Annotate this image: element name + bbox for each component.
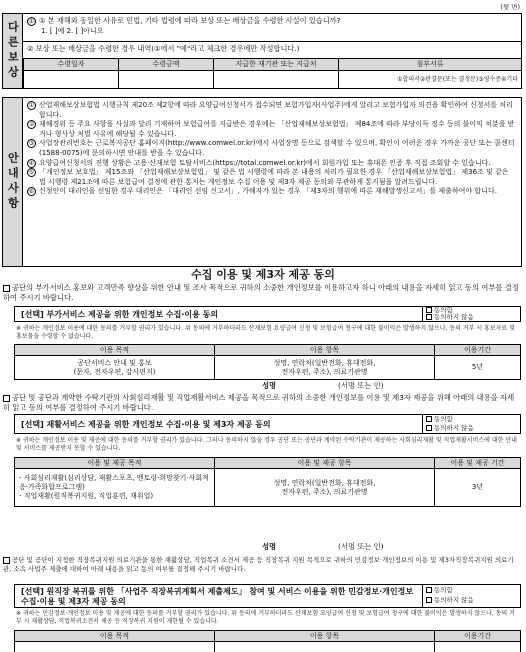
section3-checkbox[interactable]	[3, 557, 10, 564]
guidance-list	[27, 101, 515, 197]
guidance-side-label: 안내사항	[6, 152, 20, 212]
guidance-section	[2, 97, 522, 267]
section3-note: ※ 귀하는 민감정보·개인정보 이용 및 제공에 대한 동의를 거부할 권리가 있습니다. 위 동의에 거부하더라도 산재보험 요양급여 신청 및 보험급여 청구에 대한 불이익은 발생하지 않으나, 동의 거부 시 재활상담, 직업복귀소견서 제공 등 직장복귀 지원이 제한될 수 있습니다.	[16, 610, 515, 625]
section3-intro: 공단 및 공단이 지정한 직장복귀지원 의료기관을 통한 재활상담, 직업복귀 소견서 제공 등 직장복귀 지원 목적으로 귀하의 민감정보·개인정보의 이용 및 제3자직장복귀지원 의료기관, 소속 사업주 제출에 대하여 아래 내용을 읽고 동의 여부를 결정해 주시기 바랍니다.	[3, 556, 514, 573]
section3-intro-row	[3, 556, 521, 574]
section1-sign-note[interactable]: (서명 또는 인)	[338, 381, 384, 390]
guidance-item: ⑥ 신청인이 대리인을 선임한 경우 대리인은 「대리인 선임 신고서」, 가해자가 있는 경우 「제3자의 행위에 따른 재해발생신고서」를 제출하여야 합니다.	[28, 187, 497, 196]
section2-sign-note[interactable]: (서명 또는 인)	[338, 542, 384, 551]
consent-title: 수집 이용 및 제3자 제공 동의	[191, 268, 335, 281]
guidance-side-label-box	[3, 98, 23, 266]
section2-table	[14, 457, 521, 507]
section2-disagree-option[interactable]: 동의하지 않음	[426, 424, 520, 433]
section2-col-period: 이용 및 제공 기간	[435, 458, 521, 469]
compensation-q1-options[interactable]: 1. [ ]예 2. [ ]아니오	[41, 26, 104, 35]
section2-checkbox[interactable]	[3, 395, 10, 402]
compensation-section: 다른보상 ① ① 본 재해와 동일한 사유로 민법, 기타 법령에 따라 보상 또는 배상금을 수령한 사실이 있습니까? 1. [ ]예 2. [ ]아니오 ② 보상 또는 배상금을 수령한 경우 내역(①에서 "예"라고 체크한 경우에만 작성합니다.) 수령일자 수령금액 지급한 재기관 또는 지급처 첨부서류 ①합의서②판결문(또는 결정문)③영수증④기타	[2, 13, 522, 89]
compensation-side-label: 다른보상	[6, 21, 20, 81]
section2-note: ※ 귀하는 개인정보 이용 및 제공에 대한 동의를 거부할 권리가 있습니다. 그러나 동의하지 않을 경우 공단 또는 공단과 계약된 수탁기관이 제공하는 사회심리재활 및 직업재활서비스에 대한 안내 및 서비스를 제공받지 못할 수 있습니다.	[16, 437, 517, 452]
section1-col-purpose: 이용 목적	[15, 345, 215, 356]
section3-disagree-option[interactable]: 동의하지 않음	[426, 595, 520, 605]
col-header-attachments: 첨부서류	[339, 59, 522, 71]
section3-table	[14, 630, 521, 652]
section1-intro: 공단의 부가서비스 홍보와 고객만족 향상을 위한 안내 및 조사 목적으로 귀하의 소중한 개인정보를 이용하고자 하니 아래의 내용을 자세히 읽고 동의 여부를 결정하여 주시기 바랍니다.	[3, 283, 519, 302]
section1-purpose: 공단서비스 안내 및 홍보 (문자, 전자우편, 감사편지)	[15, 356, 215, 380]
section2-sign-label: 성명	[262, 542, 277, 551]
section1-col-period: 이용기간	[435, 345, 521, 356]
col-header-date: 수령일자	[24, 59, 119, 71]
section2-purposes	[15, 469, 215, 507]
section1-agree-option[interactable]: 동의함	[426, 307, 520, 314]
compensation-table	[23, 58, 522, 89]
cell-date[interactable]	[24, 71, 119, 89]
compensation-q2: ② 보상 또는 배상금을 수령한 경우 내역(①에서 "예"라고 체크한 경우에만 작성합니다.)	[27, 44, 300, 53]
section1-table	[14, 344, 521, 380]
cell-amount[interactable]	[119, 71, 214, 89]
section2-header-box	[14, 414, 521, 434]
guidance-item: ② 재해경위 등 주요 사항을 사실과 달리 기재하여 보험급여를 지급받은 경우에는 「산업재해보상보험법」 제84조에 따라 부당이득 징수 등의 불이익 처분을 받거나 형사상 처벌 사유에 해당될 수 있습니다.	[28, 120, 515, 138]
section2-purpose-item: - 사회심리재활(심리상담, 재활스포츠, 멘토링·희망찾기·사회적응·가족화합프로그램)	[19, 474, 209, 492]
cell-payer[interactable]	[214, 71, 339, 89]
guidance-item: ① 산업재해보상보험법 시행규칙 제20조 제2항에 따라 요양급여신청서가 접수되면 보험가입자(사업주)에게 알리고 보험가입자 의견을 확인하여 신청서를 처리합니다.	[28, 101, 513, 119]
section1-intro-row	[3, 283, 521, 303]
page-side-label: (뒷 면)	[500, 3, 520, 11]
section1-disagree-option[interactable]: 동의하지 않음	[426, 314, 520, 321]
section1-checkbox[interactable]	[3, 285, 10, 292]
section2-items: 성명, 연락처(일반전화, 휴대전화, 전자우편, 주소), 의료기관명	[215, 469, 435, 507]
section1-col-items: 이용 항목	[215, 345, 435, 356]
section1-items: 성명, 연락처(일반전화, 휴대전화, 전자우편, 주소), 의료기관명	[215, 356, 435, 380]
section2-intro-row	[3, 393, 521, 413]
section3-agree-option[interactable]: 동의함	[426, 585, 520, 595]
guidance-item: ③ 사업장관리번호는 근로복지공단 홈페이지(http://www.comwel.or.kr)에서 사업장명 등으로 검색할 수 있으며, 확인이 어려운 경우 가까운 공단 또는 콜센터(1588-0075)에 문의하시면 안내를 받을 수 있습니다.	[28, 139, 515, 157]
section1-header: [선택] 부가서비스 제공을 위한 개인정보 수집·이용 동의	[21, 310, 219, 319]
section2-col-items: 이용 및 제공 항목	[215, 458, 435, 469]
section3-col-purpose: 이용 목적	[15, 631, 215, 642]
compensation-q1: ① 본 재해와 동일한 사유로 민법, 기타 법령에 따라 보상 또는 배상금을 수령한 사실이 있습니까?	[39, 16, 341, 25]
section2-col-purpose: 이용 및 제공 목적	[15, 458, 215, 469]
section3-header-box	[14, 584, 521, 608]
section1-period: 5년	[435, 356, 521, 380]
col-header-payer: 지급한 재기관 또는 지급처	[214, 59, 339, 71]
section2-intro: 공단 및 공단과 계약한 수탁기관의 사회심리재활 및 직업재활서비스 제공을 목적으로 귀하의 소중한 개인정보를 이용 및 제3자 제공을 위해 아래의 내용을 자세히 읽고 동의 여부를 결정하여 주시기 바랍니다.	[3, 393, 515, 412]
section1-header-box	[14, 306, 521, 322]
section1-note: ※ 귀하는 개인정보 이용에 대한 동의를 거부할 권리가 있습니다. 위 동의에 거부하더라도 산재보험 요양급여 신청 및 보험급여 청구에 대한 불이익은 발생하지 않으나, 동의 거부 시 홍보자료 및 홍보물을 수령할 수 없습니다.	[16, 325, 515, 340]
compensation-side-label-box	[3, 14, 23, 88]
section2-purpose-item: - 직업재활(원직복귀지원, 직업훈련, 재취업)	[19, 491, 154, 500]
guidance-item: ⑤ 「개인정보 보호법」 제15조와 「산업재해보상보험법」 및 같은 법 시행령에 따라 본 내용의 처리가 필요한 경우 「산업재해보상보험법」 제36조 및 같은 법 시행령 제21조에 따른 보험급여 결정에 관한 통지는 개인정보 수집 이용 및 제3자 제공 동의와 무관하게 통지됨을 알려드립니다.	[28, 168, 509, 186]
section2-header: [선택] 재활서비스 제공을 위한 개인정보 수집·이용 및 제3자 제공 동의	[21, 420, 271, 429]
section3-header: [선택] 원직장 복귀를 위한 「사업주 직장복귀계획서 제출제도」 참여 및 서비스 이용을 위한 민감정보·개인정보 수집·이용 및 제3자 제공 동의	[21, 587, 414, 606]
section2-agree-option[interactable]: 동의함	[426, 415, 520, 424]
section1-sign-label: 성명	[262, 381, 277, 390]
section3-col-period: 이용기간	[435, 631, 521, 642]
guidance-item: ④ 요양급여신청서의 진행 상황은 고용·산재보험 토탈서비스(https://total.comwel.or.kr)에서 회원가입 또는 휴대폰 인증 후 직접 조회할 수 있습니다.	[28, 158, 491, 167]
cell-attachments-note: ①합의서②판결문(또는 결정문)③영수증④기타	[339, 71, 522, 89]
col-header-amount: 수령금액	[119, 59, 214, 71]
section2-period: 3년	[435, 469, 521, 507]
section3-col-items: 이용 항목	[215, 631, 435, 642]
